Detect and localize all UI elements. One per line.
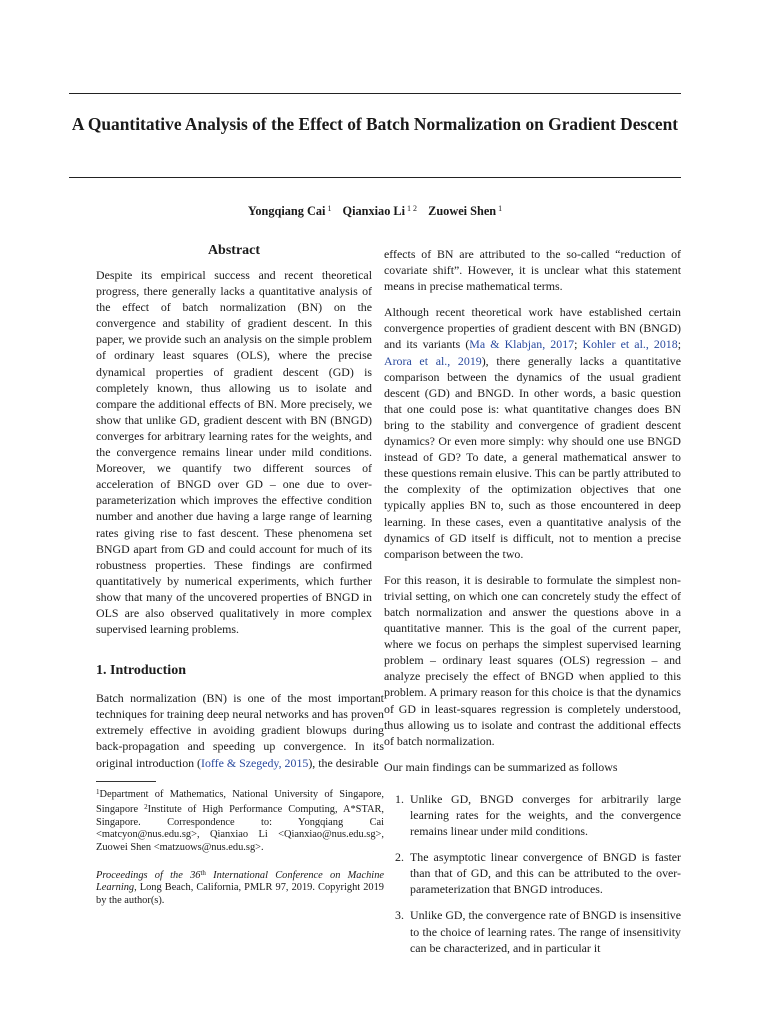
right-column: [384, 246, 681, 966]
citation-separator: ;: [574, 337, 583, 352]
author-name: Zuowei Shen: [428, 204, 497, 218]
citation-ma-klabjan[interactable]: Ma & Klabjan, 2017: [469, 337, 575, 352]
finding-text: Unlike GD, BNGD converges for arbitrarily large learning rates for the weights, and the convergence remains linear under mild conditions.: [410, 791, 681, 839]
author-2: [343, 204, 418, 218]
finding-number: 1.: [395, 791, 404, 806]
proceedings-conference: International Conference on Machine Learning: [96, 869, 384, 894]
proceedings-ordinal: th: [200, 868, 206, 877]
right-paragraph-3: For this reason, it is desirable to formulate the simplest non-trivial setting, on which one can concretely study the effect of batch normalization and answer the questions above in a quantitative manner. This is the goal of the current paper, where we focus on perhaps the simplest supervised learning problem – ordinary least squares (OLS) regression – and analyze precisely the effect of BNGD when applied to this problem. A primary reason for this choice is that the dynamics of GD in least-squares regression is completely understood, thus allowing us to isolate and contrast the additional effects of batch normalization.: [384, 572, 681, 748]
findings-list: [384, 791, 681, 956]
left-column: [96, 242, 384, 907]
author-affiliation: 1: [498, 204, 503, 213]
citation-arora[interactable]: Arora et al., 2019: [384, 353, 482, 368]
proceedings-suffix: , Long Beach, California, PMLR 97, 2019. Copyright 2019 by the author(s).: [96, 882, 384, 906]
citation-kohler[interactable]: Kohler et al., 2018: [582, 337, 678, 352]
title-bottom-rule: [69, 177, 681, 178]
finding-text: Unlike GD, the convergence rate of BNGD is insensitive to the choice of learning rates. The range of insensitivity can be characterized, and in particular it: [410, 908, 681, 955]
author-affiliation: 1 2: [407, 204, 418, 213]
abstract-section: [96, 242, 384, 637]
paragraph-text: ), there generally lacks a quantitative comparison between the dynamics of the usual gradient descent (GD) and BNGD. In other words, a basic question that one could pose is: what quantitative changes does BN bring to the stability and convergence of gradient descent dynamics? Or even more simply: why should one use BNGD instead of GD? To date, a general mathematical answer to these questions remain elusive. This can be partly attributed to the complexity of the optimization objectives that one typically applies BN to, such as those encountered in deep learning. In these cases, even a quantitative analysis of the dynamics of GD itself is difficult, not to mention a precise comparison between the two.: [384, 353, 681, 561]
author-list: [69, 200, 681, 220]
introduction-paragraph: [96, 690, 384, 770]
finding-number: 2.: [395, 850, 404, 865]
author-name: Yongqiang Cai: [247, 204, 326, 218]
footnote-mark-1: 1: [96, 787, 100, 796]
author-1: [248, 204, 332, 218]
intro-text-start: Batch normalization (BN) is one of the most important techniques for training deep neural networks and has proven extremely effective in avoiding gradient blowups during back-propagation and speeding up convergence. In its original introduction (: [96, 691, 384, 770]
introduction-heading: 1. Introduction: [96, 663, 186, 679]
affiliation-footnote: [96, 786, 384, 855]
finding-item-1: [384, 791, 681, 839]
proceedings-prefix: Proceedings of the 36: [96, 869, 201, 881]
finding-number: 3.: [395, 908, 404, 923]
proceedings-note: [96, 867, 384, 908]
footnote-mark-2: 2: [144, 803, 148, 812]
abstract-heading: Abstract: [207, 243, 261, 258]
finding-text: The asymptotic linear convergence of BNGD is faster than that of GD, and this can be attributed to the over-parameterization that BNGD introduces.: [410, 850, 681, 897]
footnote-rule: [96, 781, 156, 782]
finding-item-2: [384, 849, 681, 897]
finding-item-3: [384, 907, 681, 955]
author-3: [428, 204, 502, 218]
footnote-affiliation-2: Institute of High Performance Computing, A*STAR, Singapore. Correspondence to: Yongqiang Cai <matcyon@nus.edu.sg>, Qianxiao Li <Qianxiao@nus.edu.sg>, Zuowei Shen <matzuows@nus.edu.sg>.: [96, 804, 385, 853]
right-paragraph-1: effects of BN are attributed to the so-called “reduction of covariate shift”. However, it is unclear what this statement means in precise mathematical terms.: [384, 247, 681, 294]
citation-ioffe-szegedy[interactable]: Ioffe & Szegedy, 2015: [201, 755, 309, 770]
title-top-rule: [69, 93, 681, 94]
right-paragraph-2: [384, 304, 681, 562]
author-affiliation: 1: [327, 204, 332, 213]
abstract-text: Despite its empirical success and recent theoretical progress, there generally lacks a quantitative analysis of the effect of batch normalization (BN) on the convergence and stability of gradient descent. In this paper, we provide such an analysis on the simple problem of ordinary least squares (OLS), where the precise dynamical properties of gradient descent (GD) is completely known, thus allowing us to isolate and compare the additional effects of BN. More precisely, we show that unlike GD, gradient descent with BN (BNGD) converges for arbitrary learning rates for the weights, and the convergence remains linear under mild conditions. Moreover, we quantify two different sources of acceleration of BNGD over GD – one due to over-parameterization which improves the effective condition number and another due having a large range of learning rates giving rise to fast descent. These phenomena set BNGD apart from GD and could account for much of its robustness properties. These findings are confirmed quantitatively by numerical experiments, which further show that many of the uncovered properties of BNGD in OLS are also observed qualitatively in more complex supervised learning problems.: [96, 268, 372, 637]
paper-title: A Quantitative Analysis of the Effect of Batch Normalization on Gradient Descent: [71, 114, 679, 134]
citation-separator: ;: [677, 337, 682, 352]
right-paragraph-4: Our main findings can be summarized as follows: [384, 759, 618, 774]
intro-text-end: ), the desirable: [308, 755, 379, 770]
footnote-affiliation-1: Department of Mathematics, National University of Singapore, Singapore: [96, 788, 384, 816]
author-name: Qianxiao Li: [342, 204, 406, 218]
paragraph-text: Although recent theoretical work have established certain convergence properties of gradient descent with BN (BNGD) and its variants (: [384, 305, 681, 352]
introduction-section: [96, 662, 384, 770]
